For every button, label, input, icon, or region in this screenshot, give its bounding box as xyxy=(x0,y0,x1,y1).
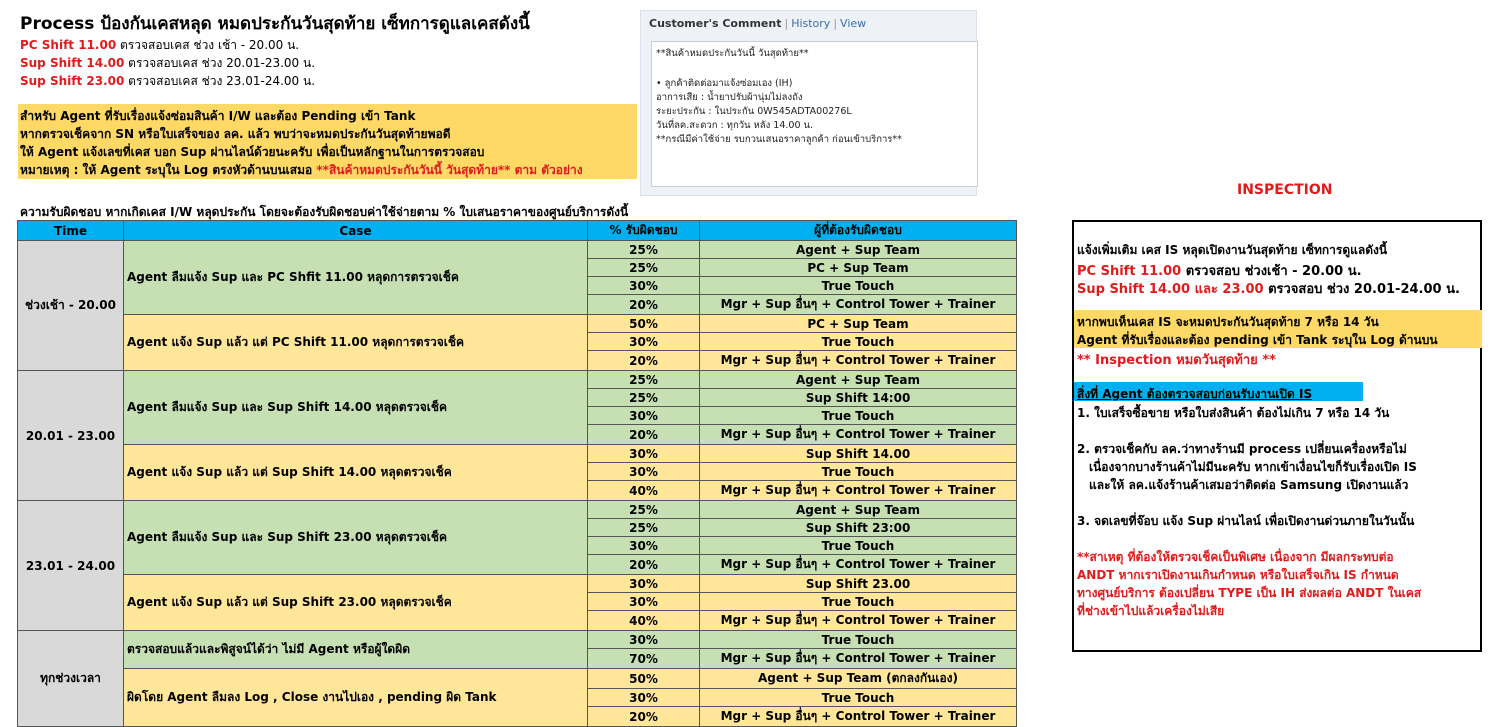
percent-cell: 30% xyxy=(588,631,700,649)
case-cell: Agent ลืมแจ้ง Sup และ Sup Shift 23.00 หลุดตรวจเช็ค xyxy=(124,501,588,575)
percent-cell: 40% xyxy=(588,481,700,501)
agent-remark: หมายเหตุ : ให้ Agent ระบุใน Log ตรงหัวด้านบนเสมอ **สินค้าหมดประกันวันนี้ วันสุดท้าย** ตาม ตัวอย่าง xyxy=(20,163,583,177)
case-cell: Agent แจ้ง Sup แล้ว แต่ PC Shift 11.00 หลุดการตรวจเช็ค xyxy=(124,315,588,371)
agent-note-2: หากตรวจเช็คจาก SN หรือใบเสร็จของ ลค. แล้ว พบว่าจะหมดประกันวันสุดท้ายพอดี xyxy=(20,127,451,141)
responsible-cell: True Touch xyxy=(700,593,1017,611)
table-row xyxy=(18,631,1017,649)
table-header-row xyxy=(18,221,1017,241)
percent-cell: 20% xyxy=(588,295,700,315)
tab-history[interactable]: History xyxy=(791,17,831,30)
case-cell: Agent แจ้ง Sup แล้ว แต่ Sup Shift 23.00 หลุดตรวจเช็ค xyxy=(124,575,588,631)
percent-cell: 25% xyxy=(588,519,700,537)
inspection-shift-pc: PC Shift 11.00 ตรวจสอบ ช่วงเช้า - 20.00 น. xyxy=(1077,264,1362,279)
responsible-cell: Mgr + Sup อื่นๆ + Control Tower + Trainer xyxy=(700,425,1017,445)
responsible-cell: Mgr + Sup อื่นๆ + Control Tower + Trainer xyxy=(700,351,1017,371)
responsible-cell: True Touch xyxy=(700,689,1017,707)
check-step-2: 2. ตรวจเช็คกับ ลค.ว่าทางร้านมี process เปลี่ยนเครื่องหรือไม่ xyxy=(1077,442,1407,456)
comment-textarea[interactable] xyxy=(651,41,978,187)
percent-cell: 20% xyxy=(588,351,700,371)
percent-cell: 30% xyxy=(588,689,700,707)
case-cell: ตรวจสอบแล้วและพิสูจน์ได้ว่า ไม่มี Agent หรือผู้ใดผิด xyxy=(124,631,588,669)
table-row xyxy=(18,315,1017,333)
percent-cell: 20% xyxy=(588,425,700,445)
comment-line: อาการเสีย : น้ำยาปรับผ้านุ่มไม่ลงถัง xyxy=(656,92,803,103)
percent-cell: 30% xyxy=(588,333,700,351)
responsible-cell: Mgr + Sup อื่นๆ + Control Tower + Trainer xyxy=(700,481,1017,501)
table-row xyxy=(18,241,1017,259)
comment-line: • ลูกค้าติดต่อมาแจ้งซ่อมเอง (IH) xyxy=(656,78,793,89)
percent-cell: 25% xyxy=(588,501,700,519)
responsible-cell: Mgr + Sup อื่นๆ + Control Tower + Trainer xyxy=(700,649,1017,669)
responsible-cell: Mgr + Sup อื่นๆ + Control Tower + Trainer xyxy=(700,555,1017,575)
warning-line: ที่ช่างเข้าไปแล้วเครื่องไม่เสีย xyxy=(1077,604,1225,618)
inspection-note-3: ** Inspection หมดวันสุดท้าย ** xyxy=(1077,353,1276,368)
inspection-title: INSPECTION xyxy=(1237,182,1333,198)
responsible-cell: PC + Sup Team xyxy=(700,259,1017,277)
warning-line: **สาเหตุ ที่ต้องให้ตรวจเช็คเป็นพิเศษ เนื่องจาก มีผลกระทบต่อ xyxy=(1077,550,1394,564)
percent-cell: 50% xyxy=(588,669,700,689)
table-row xyxy=(18,575,1017,593)
responsible-cell: True Touch xyxy=(700,277,1017,295)
table-row xyxy=(18,669,1017,689)
time-cell: 20.01 - 23.00 xyxy=(18,371,124,501)
percent-cell: 25% xyxy=(588,371,700,389)
percent-cell: 25% xyxy=(588,241,700,259)
responsible-cell: Agent + Sup Team xyxy=(700,371,1017,389)
responsibility-table xyxy=(17,220,1017,727)
check-step-1: 1. ใบเสร็จซื้อขาย หรือใบส่งสินค้า ต้องไม่เกิน 7 หรือ 14 วัน xyxy=(1077,406,1390,420)
percent-cell: 20% xyxy=(588,555,700,575)
percent-cell: 50% xyxy=(588,315,700,333)
responsible-cell: Agent + Sup Team xyxy=(700,241,1017,259)
table-caption: ความรับผิดชอบ หากเกิดเคส I/W หลุดประกัน โดยจะต้องรับผิดชอบค่าใช้จ่ายตาม % ใบเสนอราคาของศูนย์บริการดังนี้ xyxy=(20,205,629,219)
responsible-cell: True Touch xyxy=(700,463,1017,481)
percent-cell: 30% xyxy=(588,407,700,425)
time-cell: ทุกช่วงเวลา xyxy=(18,631,124,727)
check-step-2-cont: และให้ ลค.แจ้งร้านค้าเสมอว่าติดต่อ Samsung เปิดงานแล้ว xyxy=(1089,478,1409,492)
responsible-cell: Mgr + Sup อื่นๆ + Control Tower + Trainer xyxy=(700,611,1017,631)
responsible-cell: True Touch xyxy=(700,631,1017,649)
percent-cell: 40% xyxy=(588,611,700,631)
shift-line-pc: PC Shift 11.00 ตรวจสอบเคส ช่วง เช้า - 20.00 น. xyxy=(20,38,300,52)
time-cell: 23.01 - 24.00 xyxy=(18,501,124,631)
comment-line: วันที่ลค.สะดวก : ทุกวัน หลัง 14.00 น. xyxy=(656,120,814,131)
responsible-cell: Sup Shift 14:00 xyxy=(700,389,1017,407)
case-cell: Agent แจ้ง Sup แล้ว แต่ Sup Shift 14.00 หลุดตรวจเช็ค xyxy=(124,445,588,501)
customer-comment-panel: Customer's Comment | History | View **สินค้าหมดประกันวันนี้ วันสุดท้าย** • ลูกค้าติดต่อมาแจ้งซ่อมเอง (IH) อาการเสีย : น้ำยาปรับผ้านุ่มไม่ลงถัง ระยะประกัน : ในประกัน 0W545ADTA00276L วันที่ลค.สะดวก : ทุกวัน หลัง 14.00 น. **กรณีมีค่าใช้จ่าย รบกวนเสนอราคาลูกค้า ก่อนเข้าบริการ** xyxy=(640,10,977,196)
col-header-responsible: ผู้ที่ต้องรับผิดชอบ xyxy=(700,221,1017,241)
inspection-box xyxy=(1072,220,1482,652)
check-step-2-cont: เนื่องจากบางร้านค้าไม่มีนะครับ หากเข้าเงื่อนไขก็รับเรื่องเปิด IS xyxy=(1089,460,1417,474)
percent-cell: 20% xyxy=(588,707,700,727)
col-header-percent: % รับผิดชอบ xyxy=(588,221,700,241)
check-title: สิ่งที่ Agent ต้องตรวจสอบก่อนรับงานเปิด IS xyxy=(1077,387,1313,401)
case-cell: ผิดโดย Agent ลืมลง Log , Close งานไปเอง , pending ผิด Tank xyxy=(124,669,588,727)
percent-cell: 30% xyxy=(588,445,700,463)
agent-note-3: ให้ Agent แจ้งเลขที่เคส บอก Sup ผ่านไลน์ด้วยนะครับ เพื่อเป็นหลักฐานในการตรวจสอบ xyxy=(20,145,485,159)
percent-cell: 30% xyxy=(588,277,700,295)
tab-view[interactable]: View xyxy=(840,17,867,30)
responsible-cell: Mgr + Sup อื่นๆ + Control Tower + Trainer xyxy=(700,707,1017,727)
shift-line-sup14: Sup Shift 14.00 ตรวจสอบเคส ช่วง 20.01-23.00 น. xyxy=(20,56,316,70)
warning-line: ทางศูนย์บริการ ต้องเปลี่ยน TYPE เป็น IH ส่งผลต่อ ANDT ในเคส xyxy=(1077,586,1422,600)
responsible-cell: True Touch xyxy=(700,537,1017,555)
case-cell: Agent ลืมแจ้ง Sup และ PC Shfit 11.00 หลุดการตรวจเช็ค xyxy=(124,241,588,315)
inspection-shift-sup: Sup Shift 14.00 และ 23.00 ตรวจสอบ ช่วง 20.01-24.00 น. xyxy=(1077,282,1460,297)
col-header-time: Time xyxy=(18,221,124,241)
inspection-note-2: Agent ที่รับเรื่องและต้อง pending เข้า Tank ระบุใน Log ด้านบน xyxy=(1077,333,1438,347)
responsible-cell: Agent + Sup Team xyxy=(700,501,1017,519)
check-step-3: 3. จดเลขที่จ๊อบ แจ้ง Sup ผ่านไลน์ เพื่อเปิดงานด่วนภายในวันนั้น xyxy=(1077,514,1415,528)
percent-cell: 70% xyxy=(588,649,700,669)
responsible-cell: True Touch xyxy=(700,407,1017,425)
col-header-case: Case xyxy=(124,221,588,241)
warning-line: ANDT หากเราเปิดงานเกินกำหนด หรือใบเสร็จเกิน IS กำหนด xyxy=(1077,568,1399,582)
inspection-note-1: หากพบเห็นเคส IS จะหมดประกันวันสุดท้าย 7 หรือ 14 วัน xyxy=(1077,315,1379,329)
inspection-intro: แจ้งเพิ่มเติม เคส IS หลุดเปิดงานวันสุดท้าย เซ็ทการดูแลดังนี้ xyxy=(1077,243,1388,257)
table-row xyxy=(18,371,1017,389)
responsible-cell: Sup Shift 23.00 xyxy=(700,575,1017,593)
responsible-cell: PC + Sup Team xyxy=(700,315,1017,333)
percent-cell: 30% xyxy=(588,537,700,555)
responsible-cell: Sup Shift 14.00 xyxy=(700,445,1017,463)
table-row xyxy=(18,501,1017,519)
comment-line: **กรณีมีค่าใช้จ่าย รบกวนเสนอราคาลูกค้า ก่อนเข้าบริการ** xyxy=(656,134,902,145)
comment-line: ระยะประกัน : ในประกัน 0W545ADTA00276L xyxy=(656,106,852,117)
tab-customers-comment[interactable]: Customer's Comment xyxy=(649,17,782,30)
percent-cell: 25% xyxy=(588,259,700,277)
responsible-cell: True Touch xyxy=(700,333,1017,351)
agent-note-1: สำหรับ Agent ที่รับเรื่องแจ้งซ่อมสินค้า I/W และต้อง Pending เข้า Tank xyxy=(20,109,416,123)
percent-cell: 30% xyxy=(588,575,700,593)
comment-line: **สินค้าหมดประกันวันนี้ วันสุดท้าย** xyxy=(656,48,809,59)
percent-cell: 30% xyxy=(588,463,700,481)
responsible-cell: Agent + Sup Team (ตกลงกันเอง) xyxy=(700,669,1017,689)
page-title: Process ป้องกันเคสหลุด หมดประกันวันสุดท้าย เซ็ทการดูแลเคสดังนี้ xyxy=(20,14,530,34)
time-cell: ช่วงเช้า - 20.00 xyxy=(18,241,124,371)
table-row xyxy=(18,445,1017,463)
percent-cell: 30% xyxy=(588,593,700,611)
responsible-cell: Sup Shift 23:00 xyxy=(700,519,1017,537)
shift-line-sup23: Sup Shift 23.00 ตรวจสอบเคส ช่วง 23.01-24.00 น. xyxy=(20,74,316,88)
percent-cell: 25% xyxy=(588,389,700,407)
case-cell: Agent ลืมแจ้ง Sup และ Sup Shift 14.00 หลุดตรวจเช็ค xyxy=(124,371,588,445)
responsible-cell: Mgr + Sup อื่นๆ + Control Tower + Trainer xyxy=(700,295,1017,315)
